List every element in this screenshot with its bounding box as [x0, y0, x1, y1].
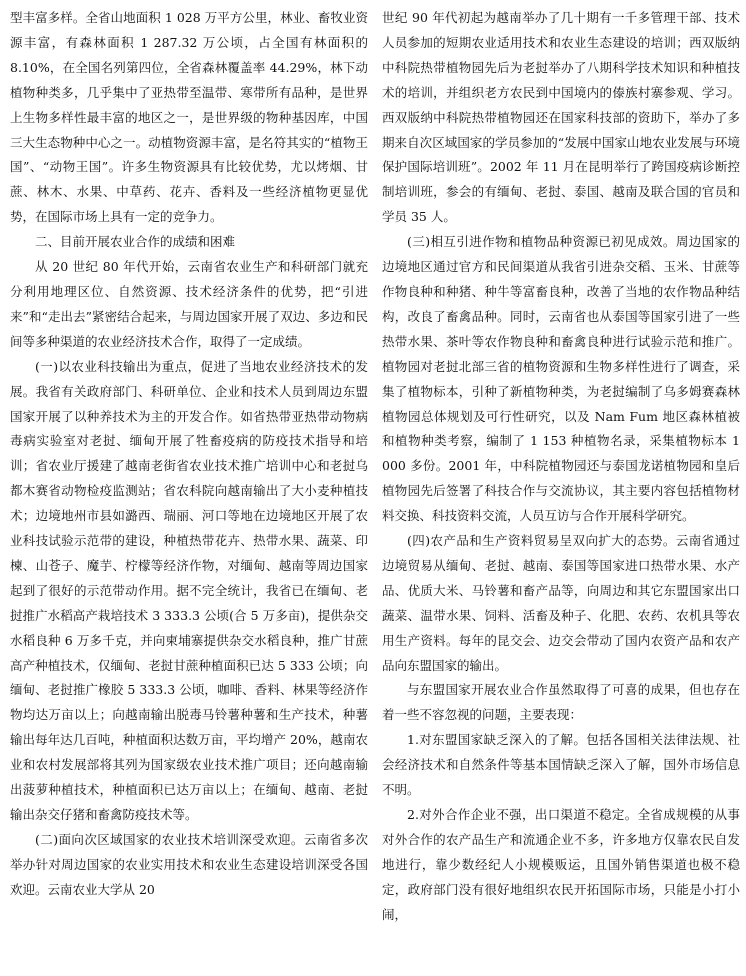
left-column [10, 6, 368, 976]
paragraph: 1.对东盟国家缺乏深入的了解。包括各国相关法律法规、社会经济技术和自然条件等基本国情缺乏深入了解，国外市场信息不明。 [382, 732, 740, 798]
paragraph: (二)面向次区域国家的农业技术培训深受欢迎。云南省多次举办针对周边国家的农业实用技术和农业生态建设培训深受各国欢迎。云南农业大学从 20 [10, 831, 368, 897]
paragraph: 从 20 世纪 80 年代开始，云南省农业生产和科研部门就充分利用地理区位、自然资源、技术经济条件的优势，把“引进来”和“走出去”紧密结合起来，与周边国家开展了双边、多边和民间等多种渠道的农业经济技术合作，取得了一定成绩。 [10, 259, 368, 349]
right-column [382, 6, 740, 976]
section-heading: 二、目前开展农业合作的成绩和困难 [35, 234, 236, 250]
paragraph: (三)相互引进作物和植物品种资源已初见成效。周边国家的边境地区通过官方和民间渠道从我省引进杂交稻、玉米、甘蔗等作物良种和种猪、种牛等富畜良种，改善了当地的农作物品种结构，改良了畜禽品种。同时，云南省也从泰国等国家引进了一些热带水果、茶叶等农作物良种和畜禽良种进行试验示范和推广。植物园对老挝北部三省的植物资源和生物多样性进行了调查，采集了植物标本，引种了新植物种类，为老挝编制了乌多姆赛森林植物园总体规划及可行性研究，以及 Nam Fum 地区森林植被和植物种类考察，编制了 1 153 种植物名录，采集植物标本 1 000 多份。2001 年，中科院植物园还与泰国龙诺植物园和皇后植物园先后签署了科技合作与交流协议，其主要内容包括植物材料交换、科技资料交流，人员互访与合作开展科学研究。 [382, 234, 740, 524]
paragraph: (一)以农业科技输出为重点，促进了当地农业经济技术的发展。我省有关政府部门、科研单位、企业和技术人员到周边东盟国家开展了以种养技术为主的开发合作。如省热带亚热带动物病毒病实验室对老挝、缅甸开展了牲畜疫病的防疫技术指导和培训；省农业厅援建了越南老街省农业技术推广培训中心和老挝乌都木赛省动物检疫监测站；省农科院向越南输出了大小麦种植技术；边境地州市县如潞西、瑞丽、河口等地在边境地区开展了农业科技试验示范带的建设，种植热带花卉、热带水果、蔬菜、印楝、山苍子、魔芋、柠檬等经济作物，对缅甸、越南等周边国家起到了很好的示范带动作用。据不完全统计，我省已在缅甸、老挝推广水稻高产栽培技术 3 333.3 公顷(合 5 万多亩)，提供杂交水稻良种 6 万多千克，并向柬埔寨提供杂交水稻良种，推广甘蔗高产种植技术，仅缅甸、老挝甘蔗种植面积已达 5 333 公顷；向缅甸、老挝推广橡胶 5 333.3 公顷，咖啡、香料、林果等经济作物均达万亩以上；向越南输出脱毒马铃薯种薯和生产技术，种薯输出每年达几百吨，种植面积达数万亩，平均增产 20%，越南农业和农村发展部将其列为国家级农业技术推广项目；还向越南输出菠萝种植技术，种植面积已达万亩以上；在缅甸、越南、老挝输出杂交仔猪和畜禽防疫技术等。 [10, 358, 368, 822]
paragraph: 2.对外合作企业不强，出口渠道不稳定。全省成规模的从事对外合作的农产品生产和流通企业不多，许多地方仅靠农民自发地进行，靠少数经纪人小规模贩运，且国外销售渠道也极不稳定，政府部门没有很好地组织农民开拓国际市场，只能是小打小闹， [382, 807, 740, 922]
paragraph: 世纪 90 年代初起为越南举办了几十期有一千多管理干部、技术人员参加的短期农业适用技术和农业生态建设的培训；西双版纳中科院热带植物园先后为老挝举办了八期科学技术知识和种植技术的培训，并组织老方农民到中国境内的傣族村寨参观、学习。西双版纳中科院热带植物园还在国家科技部的资助下，举办了多期来自次区域国家的学员参加的“发展中国家山地农业发展与环境保护国际培训班”。2002 年 11 月在昆明举行了跨国疫病诊断控制培训班，参会的有缅甸、老挝、泰国、越南及联合国的官员和学员 35 人。 [382, 10, 740, 225]
paragraph: (四)农产品和生产资料贸易呈双向扩大的态势。云南省通过边境贸易从缅甸、老挝、越南、泰国等国家进口热带水果、水产品、优质大米、马铃薯和畜产品等，向周边和其它东盟国家出口蔬菜、温带水果、饲料、活畜及种子、化肥、农药、农机具等农用生产资料。每年的昆交会、边交会带动了国内农资产品和农产品向东盟国家的输出。 [382, 533, 740, 673]
paragraph: 与东盟国家开展农业合作虽然取得了可喜的成果，但也存在着一些不容忽视的问题，主要表现： [382, 682, 740, 723]
paragraph: 型丰富多样。全省山地面积 1 028 万平方公里，林业、畜牧业资源丰富，有森林面积 1 287.32 万公顷，占全国有林面积的 8.10%，在全国名列第四位，全省森林覆盖率 44.29%，林下动植物种类多，几乎集中了亚热带至温带、寒带所有品种，是世界上生物多样性最丰富的地区之一，是世界级的物种基因库，中国三大生态物种中心之一。动植物资源丰富，是名符其实的“植物王国”、“动物王国”。许多生物资源具有比较优势，尤以烤烟、甘蔗、林木、水果、中草药、花卉、香料及一些经济植物更显优势，在国际市场上具有一定的竞争力。 [10, 10, 368, 225]
